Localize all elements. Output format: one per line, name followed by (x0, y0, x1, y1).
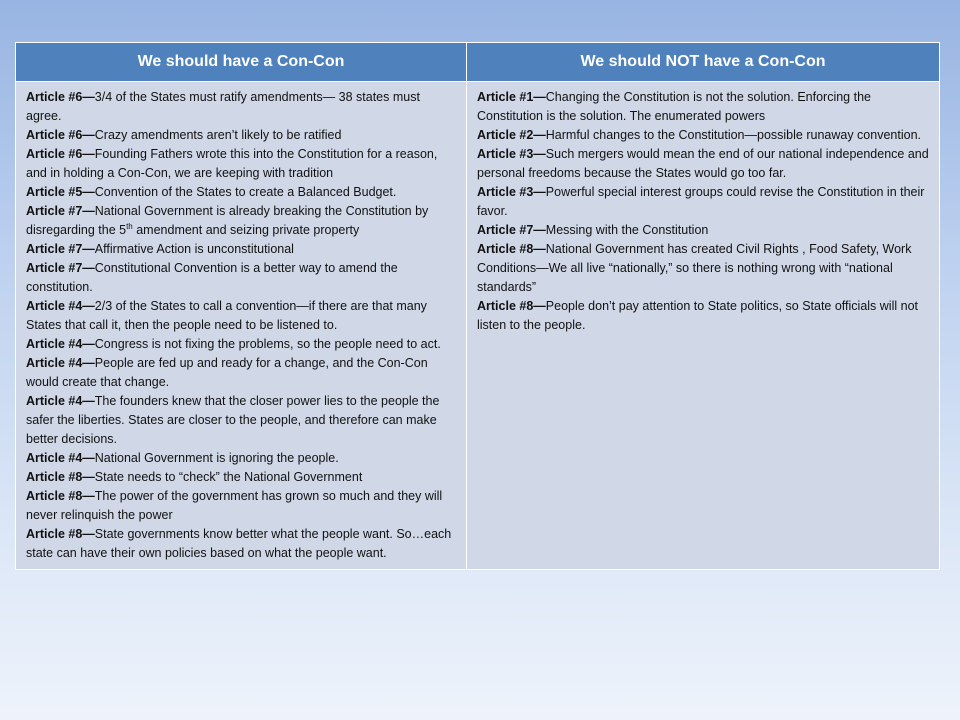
pro-argument: Article #7—Constitutional Convention is a better way to amend the constitution. (26, 261, 398, 294)
con-argument: Article #3—Such mergers would mean the end of our national independence and personal freedoms because the States would go too far. (477, 147, 929, 180)
pro-argument: Article #6—Crazy amendments aren’t likely to be ratified (26, 128, 342, 142)
pro-argument: Article #5—Convention of the States to create a Balanced Budget. (26, 185, 397, 199)
pro-argument: Article #8—State governments know better what the people want. So…each state can have their own policies based on what the people want. (26, 527, 452, 560)
body-row (16, 82, 940, 570)
pro-argument: Article #6—Founding Fathers wrote this into the Constitution for a reason, and in holding a Con-Con, we are keeping with tradition (26, 147, 438, 180)
con-argument: Article #3—Powerful special interest groups could revise the Constitution in their favor. (477, 185, 925, 218)
header-pro: We should have a Con-Con (16, 43, 467, 82)
pro-argument: Article #6—3/4 of the States must ratify amendments— 38 states must agree. (26, 90, 420, 123)
con-con-debate-table (15, 42, 940, 570)
header-con: We should NOT have a Con-Con (467, 43, 940, 82)
con-argument: Article #1—Changing the Constitution is not the solution. Enforcing the Constitution is the solution. The enumerated powers (477, 90, 871, 123)
header-row (16, 43, 940, 82)
pro-argument: Article #7—National Government is already breaking the Constitution by disregarding the 5th amendment and seizing private property (26, 204, 429, 237)
pro-argument: Article #8—State needs to “check” the National Government (26, 470, 363, 484)
con-argument: Article #8—National Government has created Civil Rights , Food Safety, Work Conditions—We all live “nationally,” so there is nothing wrong with “national standards” (477, 242, 912, 294)
con-argument: Article #2—Harmful changes to the Constitution—possible runaway convention. (477, 128, 921, 142)
con-argument: Article #7—Messing with the Constitution (477, 223, 709, 237)
pro-argument: Article #4—Congress is not fixing the problems, so the people need to act. (26, 337, 441, 351)
pro-argument: Article #4—National Government is ignoring the people. (26, 451, 339, 465)
pro-argument: Article #8—The power of the government has grown so much and they will never relinquish the power (26, 489, 443, 522)
con-argument: Article #8—People don’t pay attention to State politics, so State officials will not listen to the people. (477, 299, 918, 332)
pro-argument: Article #4—2/3 of the States to call a convention—if there are that many States that call it, then the people need to be listened to. (26, 299, 427, 332)
pro-argument: Article #7—Affirmative Action is unconstitutional (26, 242, 294, 256)
pro-argument: Article #4—People are fed up and ready for a change, and the Con-Con would create that change. (26, 356, 428, 389)
pro-arguments-cell (16, 82, 467, 570)
con-arguments-cell (467, 82, 940, 570)
pro-argument: Article #4—The founders knew that the closer power lies to the people the safer the liberties. States are closer to the people, and therefore can make better decisions. (26, 394, 440, 446)
superscript-th: th (126, 221, 133, 231)
